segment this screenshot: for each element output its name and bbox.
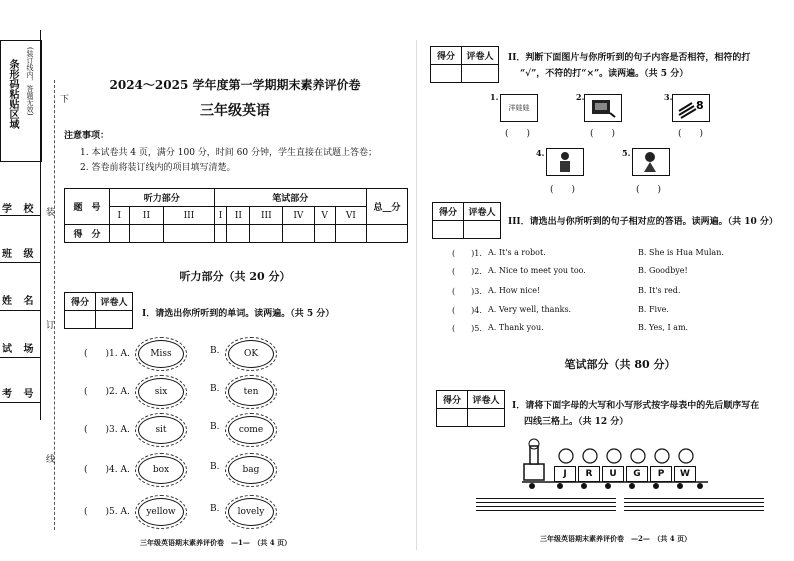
- wcol-6: VI: [335, 207, 366, 225]
- barcode-area: [0, 40, 42, 162]
- q1-item: [84, 498, 384, 528]
- train-illustration: [520, 436, 710, 492]
- q1-item: [84, 340, 384, 370]
- q3-item: [452, 305, 772, 319]
- q3-title: III．请选出与你所听到的句子相对应的答语。读两遍。（共 10 分）: [508, 217, 778, 227]
- q3-option-b[interactable]: B. Goodbye!: [638, 266, 688, 275]
- q1-option-a[interactable]: box: [138, 456, 184, 484]
- name-label: 姓 名: [2, 296, 38, 307]
- grader-box-q2: 得分 评卷人: [430, 46, 499, 83]
- q3-option-a[interactable]: A. Very well, thanks.: [488, 305, 572, 314]
- col-tihao: 题 号: [65, 189, 110, 225]
- q2-pic-1: 1.: [490, 92, 499, 102]
- listening-header: 听力部分（共 20 分）: [179, 270, 291, 283]
- wcol-2: II: [227, 207, 250, 225]
- page-divider: [416, 40, 417, 550]
- q3-num[interactable]: ( )1.: [452, 249, 482, 258]
- notice-title: 注意事项：: [64, 131, 110, 141]
- train-car: W: [674, 466, 696, 482]
- q3-option-b[interactable]: B. Yes, I am.: [638, 323, 689, 332]
- w1-title-2: 四线三格上。（共 12 分）: [524, 417, 629, 427]
- number-eight-icon: [676, 97, 706, 119]
- writing-header: 笔试部分（共 80 分）: [564, 358, 676, 371]
- q2-paren-1[interactable]: ( ): [505, 129, 531, 139]
- person-icon: [552, 151, 578, 173]
- q1-option-b[interactable]: come: [228, 416, 274, 444]
- line-char-3: 订: [46, 321, 56, 331]
- lcol-3: III: [164, 207, 214, 225]
- q2-pic-box-1: 洋娃娃: [500, 94, 538, 122]
- q1-option-a[interactable]: sit: [138, 416, 184, 444]
- q1-item: [84, 416, 384, 446]
- q2-title-2: “√”，不符的打“×”。读两遍。（共 5 分）: [520, 69, 689, 79]
- wcol-3: III: [250, 207, 283, 225]
- train-car: J: [554, 466, 576, 482]
- q2-pic-box-2: [584, 94, 622, 122]
- total-col: 总__分: [367, 189, 408, 225]
- q1-b-label: B.: [210, 504, 220, 514]
- grader-box-q3: 得分 评卷人: [432, 202, 501, 239]
- q2-paren-3[interactable]: ( ): [678, 129, 704, 139]
- listening-col-header: 听力部分: [110, 189, 215, 207]
- q1-b-label: B.: [210, 462, 220, 472]
- q3-option-a[interactable]: A. It's a robot.: [488, 248, 546, 257]
- line-char-1: 下: [60, 95, 70, 105]
- q3-option-a[interactable]: A. How nice!: [488, 286, 541, 295]
- q3-option-b[interactable]: B. Five.: [638, 305, 669, 314]
- q2-pic-box-4: [546, 148, 584, 176]
- q2-pic-5: 5.: [622, 148, 631, 158]
- q2-pic-box-3: [672, 94, 710, 122]
- q2-paren-5[interactable]: ( ): [636, 185, 662, 195]
- exam-no-label: 考 号: [2, 389, 38, 400]
- exam-title: 2024～2025 学年度第一学期期末素养评价卷: [109, 78, 361, 92]
- grader-box-p1: 得分 评卷人: [64, 292, 133, 329]
- q3-item: [452, 286, 772, 300]
- lcol-2: II: [129, 207, 164, 225]
- line-char-2: 装: [46, 208, 56, 218]
- train-icon: [520, 436, 710, 492]
- q1-option-a[interactable]: six: [138, 378, 184, 406]
- q3-option-a[interactable]: A. Nice to meet you too.: [488, 266, 586, 275]
- q1-b-label: B.: [210, 346, 220, 356]
- tv-icon: [590, 97, 616, 119]
- q1-num[interactable]: ( )3. A.: [84, 425, 130, 435]
- q1-num[interactable]: ( )5. A.: [84, 507, 130, 517]
- q3-item: [452, 323, 772, 337]
- score-table: [64, 188, 408, 243]
- q2-title-1: II．判断下面图片与你所听到的句子内容是否相符，相符的打: [508, 53, 751, 63]
- wcol-1: I: [214, 207, 227, 225]
- writing-col-header: 笔试部分: [214, 189, 366, 207]
- q1-option-b[interactable]: bag: [228, 456, 274, 484]
- q2-pic-2: 2.: [576, 92, 585, 102]
- barcode-label: 条形码粘贴区域: [7, 59, 18, 129]
- four-line-grid-2[interactable]: [624, 498, 764, 514]
- q3-option-a[interactable]: A. Thank you.: [488, 323, 544, 332]
- girl-icon: [638, 151, 664, 173]
- q2-paren-2[interactable]: ( ): [590, 129, 616, 139]
- exam-room-label: 试 场: [2, 344, 38, 355]
- train-car: U: [602, 466, 624, 482]
- q3-item: [452, 266, 772, 280]
- q1-item: [84, 378, 384, 408]
- q1-item: [84, 456, 384, 486]
- train-car: R: [578, 466, 600, 482]
- lcol-1: I: [110, 207, 130, 225]
- q3-num[interactable]: ( )5.: [452, 324, 482, 333]
- page1-footer: 三年级英语期末素养评价卷 —1— （共 4 页）: [140, 538, 292, 547]
- q1-num[interactable]: ( )4. A.: [84, 465, 130, 475]
- q1-title: I．请选出你所听到的单词。读两遍。（共 5 分）: [142, 309, 335, 319]
- train-car: G: [626, 466, 648, 482]
- train-car: P: [650, 466, 672, 482]
- q1-b-label: B.: [210, 422, 220, 432]
- q2-pic-box-5: [632, 148, 670, 176]
- q3-num[interactable]: ( )4.: [452, 306, 482, 315]
- notice-2: 2. 答卷前将装订线内的项目填写清楚。: [80, 163, 236, 173]
- q2-pic-4: 4.: [536, 148, 545, 158]
- q3-num[interactable]: ( )2.: [452, 267, 482, 276]
- wcol-4: IV: [283, 207, 314, 225]
- w1-title-1: I．请将下面字母的大写和小写形式按字母表中的先后顺序写在: [512, 401, 760, 411]
- row-score-label: 得 分: [65, 225, 110, 243]
- q3-option-b[interactable]: B. It's red.: [638, 286, 681, 295]
- q1-option-a[interactable]: Miss: [138, 340, 184, 368]
- q2-paren-4[interactable]: ( ): [550, 185, 576, 195]
- q1-option-b[interactable]: lovely: [228, 498, 274, 526]
- notice-1: 1. 本试卷共 4 页，满分 100 分，时间 60 分钟，学生直接在试题上答卷；: [80, 148, 377, 158]
- four-line-grid-1[interactable]: [476, 498, 616, 514]
- q3-num[interactable]: ( )3.: [452, 287, 482, 296]
- exam-subtitle: 三年级英语: [200, 103, 270, 119]
- grader-box-w1: 得分 评卷人: [436, 390, 505, 427]
- q1-num[interactable]: ( )2. A.: [84, 387, 130, 397]
- line-char-4: 线: [46, 455, 56, 465]
- wcol-5: V: [314, 207, 335, 225]
- svg-text:8: 8: [696, 99, 704, 112]
- q1-option-b[interactable]: ten: [228, 378, 274, 406]
- q1-num[interactable]: ( )1. A.: [84, 349, 130, 359]
- binding-strip: [0, 0, 60, 561]
- class-label: 班 级: [2, 249, 38, 260]
- q2-pic-3: 3.: [664, 92, 673, 102]
- q1-option-b[interactable]: OK: [228, 340, 274, 368]
- q3-item: [452, 248, 772, 262]
- q1-b-label: B.: [210, 384, 220, 394]
- side-note: (装订线内，答题无效): [26, 47, 34, 116]
- page2-footer: 三年级英语期末素养评价卷 —2— （共 4 页）: [540, 534, 692, 543]
- q1-option-a[interactable]: yellow: [138, 498, 184, 526]
- q3-option-b[interactable]: B. She is Hua Mulan.: [638, 248, 724, 257]
- school-label: 学 校: [2, 204, 38, 215]
